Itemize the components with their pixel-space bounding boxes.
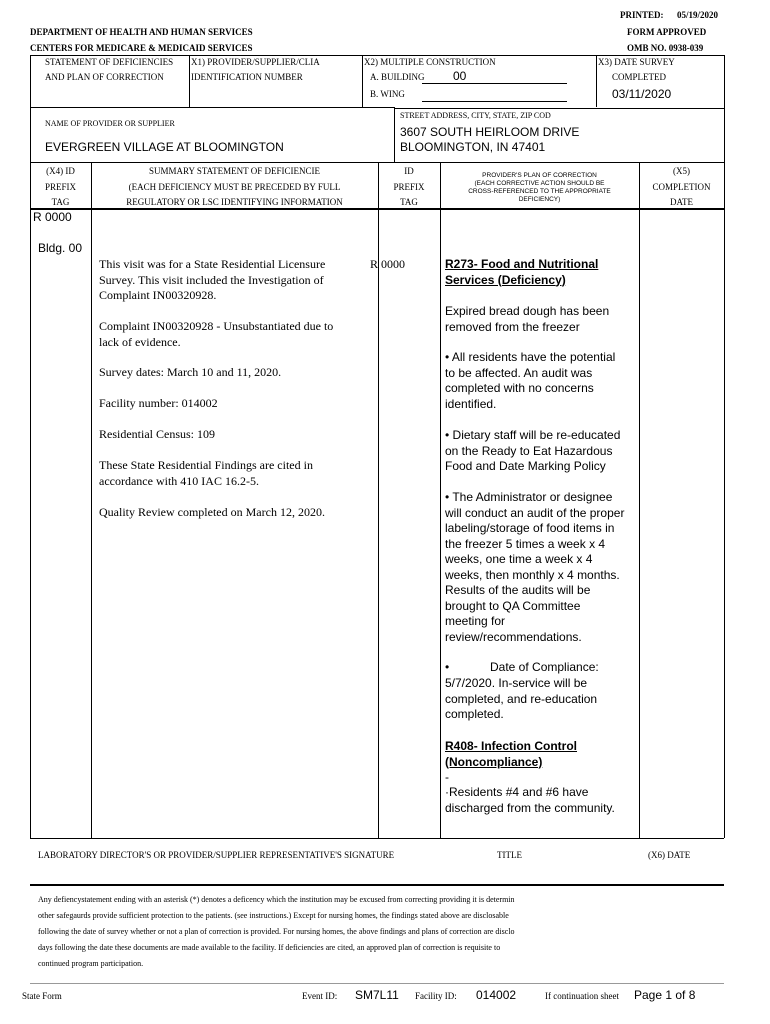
prefix-tag-left: R 0000 <box>33 210 72 224</box>
prefix-tag-right: R 0000 <box>370 257 406 271</box>
x1-label-2: IDENTIFICATION NUMBER <box>191 72 303 82</box>
summary-header-3: REGULATORY OR LSC IDENTIFYING INFORMATION <box>126 197 343 207</box>
state-form-label: State Form <box>22 991 62 1001</box>
disclaimer-line-3: following the date of survey whether or not a plan of correction is provided. For nursing homes, the above findings and plans of correction are disclo <box>38 927 515 936</box>
x5-header-1: (X5) <box>673 166 690 176</box>
provider-name-label: NAME OF PROVIDER OR SUPPLIER <box>45 119 175 128</box>
plan-dash: - <box>445 770 449 784</box>
department-title: DEPARTMENT OF HEALTH AND HUMAN SERVICES <box>30 27 253 37</box>
building-value: 00 <box>453 69 467 83</box>
summary-para-2: Complaint IN00320928 - Unsubstantiated due to lack of evidence. <box>99 319 334 349</box>
plan-para-4: • The Administrator or designee will conduct an audit of the proper labeling/storage of food items in the freezer 5 times a week x 4 weeks, one time a week x 4 weeks, then monthly x 4 months. Results of the audits will be brought to QA Committee meeting for review/recommendations. <box>445 490 625 644</box>
event-id-value: SM7L11 <box>355 988 399 1002</box>
summary-para-7: Quality Review completed on March 12, 2020. <box>99 505 325 519</box>
plan-para-5-rest: 5/7/2020. In-service will be completed, and re-education completed. <box>445 676 598 721</box>
building-tag: Bldg. 00 <box>38 241 83 255</box>
address-label: STREET ADDRESS, CITY, STATE, ZIP COD <box>400 111 551 120</box>
plan-header-3: CROSS-REFERENCED TO THE APPROPRIATE <box>468 188 611 195</box>
x4-header-2: PREFIX <box>44 182 76 192</box>
plan-para-6: ·Residents #4 and #6 have discharged from the community. <box>445 785 615 815</box>
title-label: TITLE <box>497 850 522 860</box>
id-header-3: TAG <box>400 197 418 207</box>
plan-para-2: • All residents have the potential to be affected. An audit was completed with no concerns identified. <box>445 350 616 411</box>
x4-header-3: TAG <box>51 197 70 207</box>
plan-heading-r273: R273- Food and Nutritional Services (Deficiency) <box>445 257 599 287</box>
printed-label: PRINTED: <box>620 10 664 20</box>
plan-header-1: PROVIDER'S PLAN OF CORRECTION <box>482 172 597 179</box>
plan-header-2: (EACH CORRECTIVE ACTION SHOULD BE <box>474 180 605 187</box>
disclaimer-line-5: continued program participation. <box>38 959 144 968</box>
x2-label: X2) MULTIPLE CONSTRUCTION <box>364 57 496 67</box>
summary-header-2: (EACH DEFICIENCY MUST BE PRECEDED BY FULL <box>128 182 341 192</box>
summary-para-4: Facility number: 014002 <box>99 396 218 410</box>
wing-label: B. WING <box>370 89 405 99</box>
building-label: A. BUILDING <box>370 72 425 82</box>
x3-date-value: 03/11/2020 <box>612 87 672 101</box>
provider-name-value: EVERGREEN VILLAGE AT BLOOMINGTON <box>45 140 284 154</box>
summary-para-5: Residential Census: 109 <box>99 427 215 441</box>
address-line-2: BLOOMINGTON, IN 47401 <box>400 140 546 154</box>
plan-para-3: • Dietary staff will be re-educated on the Ready to Eat Hazardous Food and Date Marking Policy <box>445 428 621 473</box>
form-approved: FORM APPROVED <box>627 27 707 37</box>
disclaimer-line-4: days following the date these documents are made available to the facility. If deficiencies are cited, an approved plan of correction is requisite to <box>38 943 501 952</box>
page-number: Page 1 of 8 <box>634 988 696 1002</box>
omb-number: OMB NO. 0938-039 <box>627 43 704 53</box>
id-header-1: ID <box>404 166 414 176</box>
x6-date-label: (X6) DATE <box>648 850 691 860</box>
plan-heading-r408: R408- Infection Control (Noncompliance) <box>445 739 578 769</box>
x3-label-1: X3) DATE SURVEY <box>598 57 675 67</box>
summary-para-1: This visit was for a State Residential Licensure Survey. This visit included the Investigation of Complaint IN00320928. <box>99 257 326 302</box>
summary-header-1: SUMMARY STATEMENT OF DEFICIENCIE <box>148 166 321 176</box>
facility-id-value: 014002 <box>476 988 517 1002</box>
x1-label-1: X1) PROVIDER/SUPPLIER/CLIA <box>191 57 320 67</box>
summary-para-6: These State Residential Findings are cited in accordance with 410 IAC 16.2-5. <box>99 458 313 488</box>
statement-label-1: STATEMENT OF DEFICIENCIES <box>45 57 174 67</box>
facility-id-label: Facility ID: <box>415 991 457 1001</box>
id-header-2: PREFIX <box>393 182 425 192</box>
plan-header-4: DEFICIENCY) <box>518 196 561 203</box>
continuation-label: If continuation sheet <box>545 991 619 1001</box>
signature-label: LABORATORY DIRECTOR'S OR PROVIDER/SUPPLIER REPRESENTATIVE'S SIGNATURE <box>38 850 395 860</box>
summary-para-3: Survey dates: March 10 and 11, 2020. <box>99 365 282 379</box>
centers-title: CENTERS FOR MEDICARE & MEDICAID SERVICES <box>30 43 253 53</box>
statement-label-2: AND PLAN OF CORRECTION <box>45 72 164 82</box>
x3-label-2: COMPLETED <box>612 72 666 82</box>
plan-para-1: Expired bread dough has been removed from the freezer <box>445 304 610 334</box>
disclaimer-line-1: Any defiencystatement ending with an asterisk (*) denotes a deficency which the institution may be excused from correcting providing it is determin <box>38 895 515 904</box>
printed-date: 05/19/2020 <box>677 10 719 20</box>
x5-header-3: DATE <box>670 197 693 207</box>
x4-header-1: (X4) ID <box>46 166 75 176</box>
plan-bullet-5: • <box>445 660 450 674</box>
plan-para-5-first: Date of Compliance: <box>490 660 599 674</box>
disclaimer-line-2: other safegaurds provide sufficient protection to the patients. (see instructions.) Except for nursing homes, the findings stated above are disclosable <box>38 911 509 920</box>
x5-header-2: COMPLETION <box>652 182 711 192</box>
address-line-1: 3607 SOUTH HEIRLOOM DRIVE <box>400 125 580 139</box>
event-id-label: Event ID: <box>302 991 338 1001</box>
